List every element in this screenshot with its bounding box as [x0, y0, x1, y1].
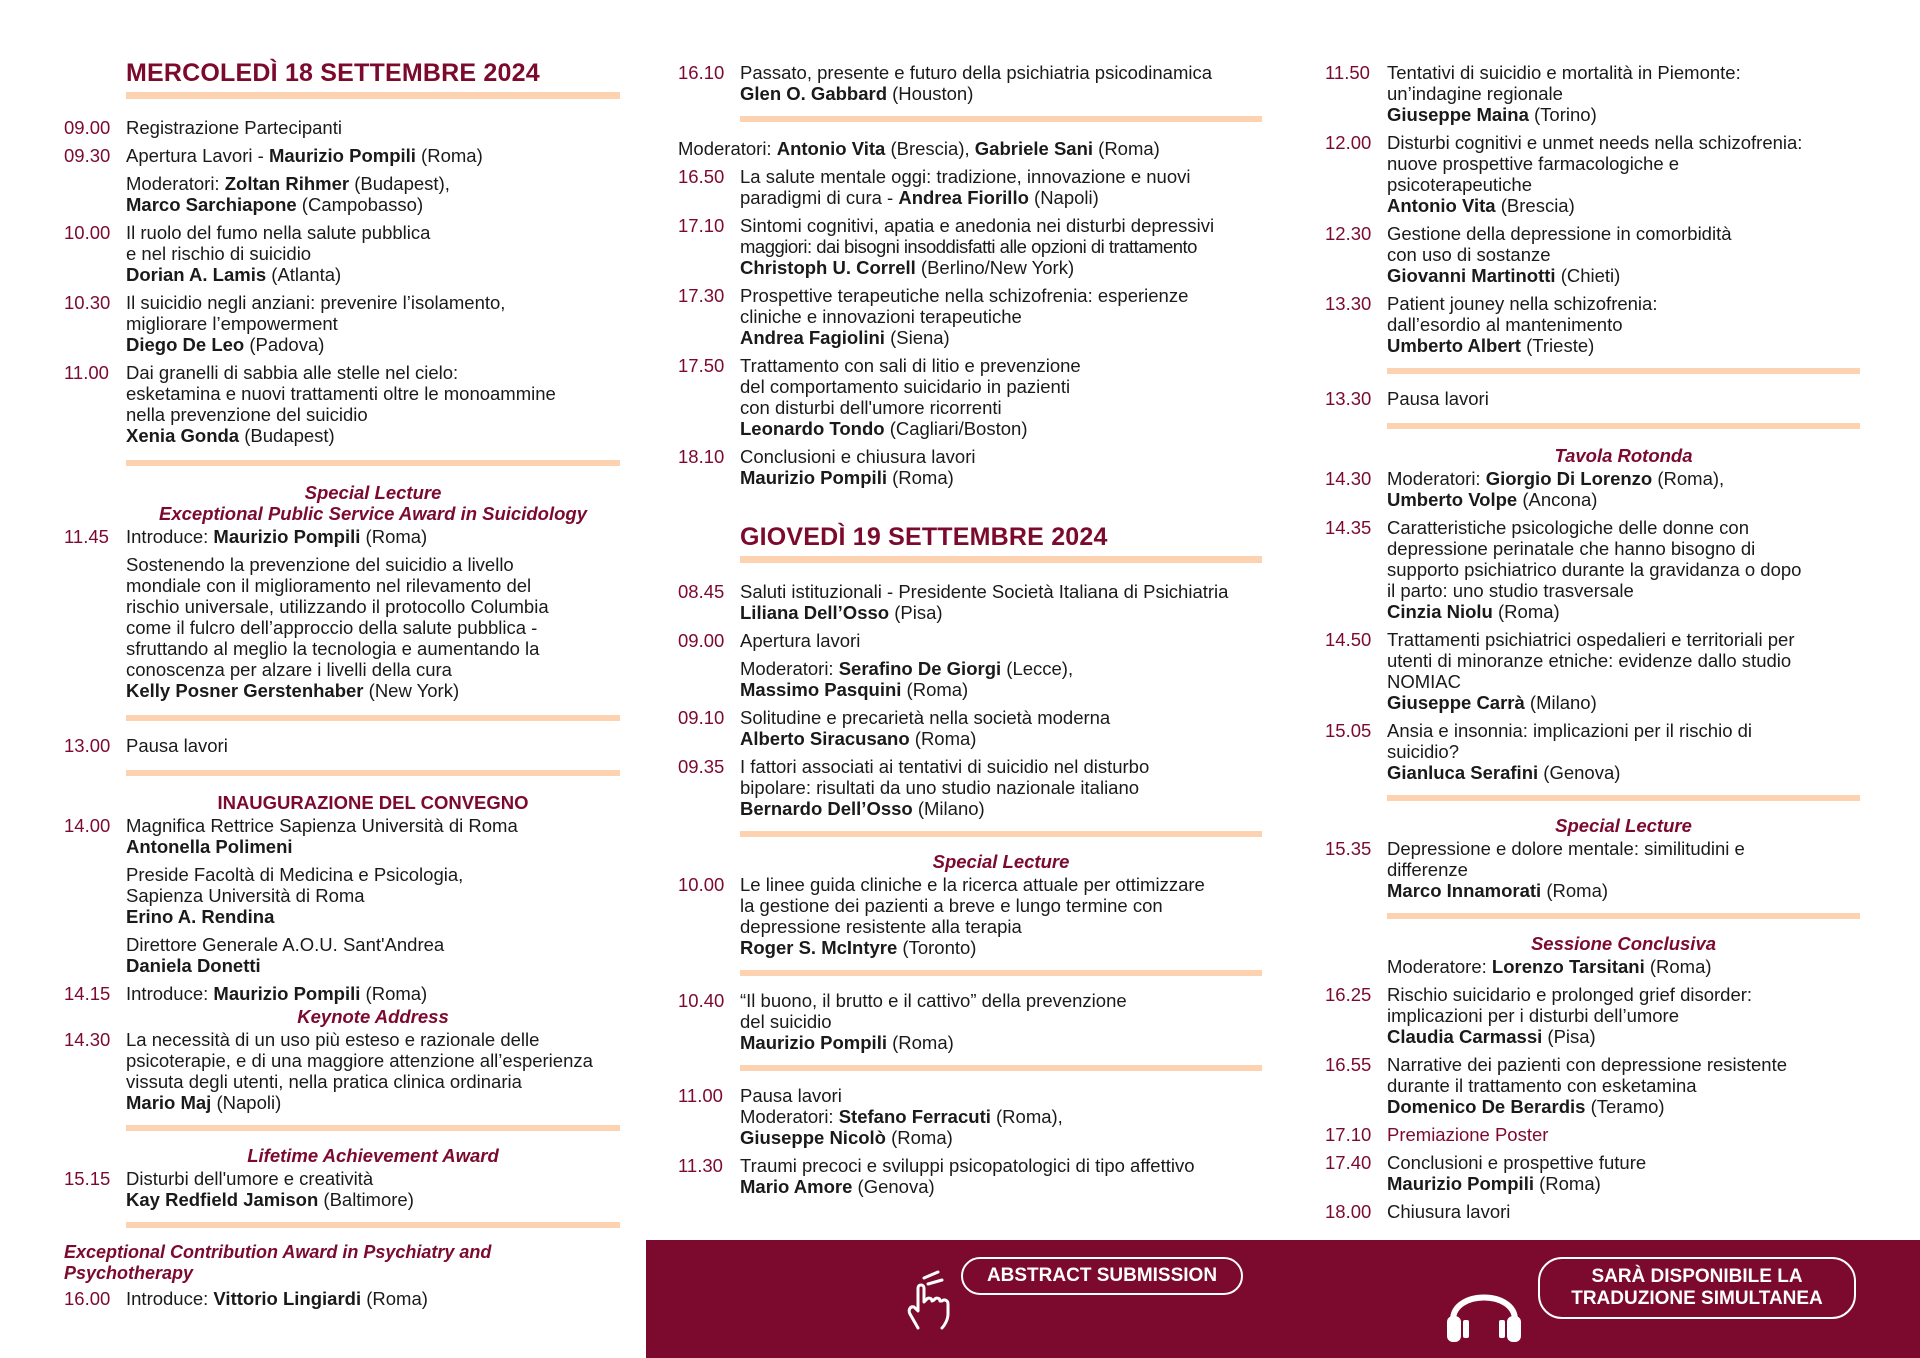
- footer-bar: [646, 1240, 1920, 1358]
- schedule-row: 10.00 Il ruolo del fumo nella salute pubblica e nel rischio di suicidio Dorian A. Lamis (Atlanta): [64, 222, 431, 285]
- schedule-row: Preside Facoltà di Medicina e Psicologia, Sapienza Università di Roma Erino A. Rendina: [126, 864, 464, 927]
- schedule-row: 09.10 Solitudine e precarietà nella società moderna Alberto Siracusano (Roma): [678, 707, 1111, 749]
- separator: [740, 116, 1262, 122]
- section-subtitle: Exceptional Public Service Award in Suicidology: [158, 503, 587, 524]
- schedule-row: 16.10 Passato, presente e futuro della psichiatria psicodinamica Glen O. Gabbard (Houston): [678, 62, 1213, 104]
- section-title: INAUGURAZIONE DEL CONVEGNO: [217, 792, 529, 813]
- separator: [1387, 795, 1860, 801]
- schedule-row: 10.40 “Il buono, il brutto e il cattivo” della prevenzione del suicidio Maurizio Pompili (Roma): [678, 990, 1127, 1053]
- headphones-icon: [1443, 1274, 1525, 1346]
- section-title: Sessione Conclusiva: [1530, 933, 1717, 954]
- separator: [740, 970, 1262, 976]
- day-title: MERCOLEDÌ 18 SETTEMBRE 2024: [126, 58, 620, 99]
- separator: [1387, 368, 1860, 374]
- separator: [740, 831, 1262, 837]
- schedule-row: 17.10 Sintomi cognitivi, apatia e anedonia nei disturbi depressivi maggiori: dai bisogni insoddisfatti alle opzioni di trattamento Christoph U. Correll (Berlino/New York): [678, 215, 1215, 278]
- schedule-row: 11.50 Tentativi di suicidio e mortalità in Piemonte: un’indagine regionale Giuseppe Maina (Torino): [1325, 62, 1741, 125]
- section-title: Special Lecture: [1555, 815, 1692, 836]
- schedule-row: 09.35 I fattori associati ai tentativi di suicidio nel disturbo bipolare: risultati da uno studio nazionale italiano Bernardo Dell’Osso (Milano): [678, 756, 1150, 819]
- section-title: Keynote Address: [297, 1006, 449, 1027]
- schedule-row: 11.00 Pausa lavori Moderatori: Stefano Ferracuti (Roma), Giuseppe Nicolò (Roma): [678, 1085, 1063, 1148]
- section-title: Tavola Rotonda: [1554, 445, 1693, 466]
- schedule-row: 11.00 Dai granelli di sabbia alle stelle nel cielo: esketamina e nuovi trattamenti oltre le monoammine nella prevenzione del suicidio Xenia Gonda (Budapest): [64, 362, 556, 446]
- column-day1-afternoon: [678, 0, 1262, 1197]
- schedule-row: 12.00 Disturbi cognitivi e unmet needs nella schizofrenia: nuove prospettive farmacologiche e psicoterapeutiche Antonio Vita (Brescia): [1325, 132, 1803, 216]
- schedule-row: 17.10 Premiazione Poster: [1325, 1124, 1549, 1145]
- schedule-row: 11.45 Introduce: Maurizio Pompili (Roma): [64, 526, 428, 547]
- moderators: Moderatori: Antonio Vita (Brescia), Gabriele Sani (Roma): [678, 138, 1160, 159]
- moderators: 14.30 Moderatori: Giorgio Di Lorenzo (Roma), Umberto Volpe (Ancona): [1325, 468, 1725, 510]
- column-day1: [64, 0, 620, 1309]
- abstract-submission-button[interactable]: ABSTRACT SUBMISSION: [961, 1257, 1243, 1295]
- schedule-row: 13.00 Pausa lavori: [64, 735, 228, 756]
- schedule-row: 16.50 La salute mentale oggi: tradizione, innovazione e nuovi paradigmi di cura - Andrea Fiorillo (Napoli): [678, 166, 1191, 208]
- schedule-row: 16.00 Introduce: Vittorio Lingiardi (Roma): [64, 1288, 428, 1309]
- schedule-row: 08.45 Saluti istituzionali - Presidente Società Italiana di Psichiatria Liliana Dell’Osso (Pisa): [678, 581, 1229, 623]
- schedule-row: 09.30 Apertura Lavori - Maurizio Pompili (Roma): [64, 145, 483, 166]
- separator: [126, 460, 620, 466]
- section-title: Lifetime Achievement Award: [247, 1145, 499, 1166]
- separator: [126, 1125, 620, 1131]
- schedule-row: 15.15 Disturbi dell'umore e creatività Kay Redfield Jamison (Baltimore): [64, 1168, 414, 1210]
- schedule-row: 10.30 Il suicidio negli anziani: prevenire l’isolamento, migliorare l’empowerment Diego De Leo (Padova): [64, 292, 506, 355]
- moderators: Moderatore: Lorenzo Tarsitani (Roma): [1387, 956, 1712, 977]
- separator: [126, 770, 620, 776]
- time: 09.30: [64, 145, 111, 166]
- column-day2-afternoon: [1325, 0, 1860, 1222]
- schedule-row: 11.30 Traumi precoci e sviluppi psicopatologici di tipo affettivo Mario Amore (Genova): [678, 1155, 1195, 1197]
- simultaneous-translation-badge: SARÀ DISPONIBILE LA TRADUZIONE SIMULTANEA: [1538, 1257, 1856, 1319]
- schedule-row: 09.00 Registrazione Partecipanti: [64, 117, 342, 138]
- separator: [1387, 913, 1860, 919]
- separator: [126, 1222, 620, 1228]
- section-title: Special Lecture: [304, 482, 442, 503]
- schedule-row: 15.05 Ansia e insonnia: implicazioni per il rischio di suicidio? Gianluca Serafini (Genova): [1325, 720, 1753, 783]
- schedule-row: 17.50 Trattamento con sali di litio e prevenzione del comportamento suicidario in pazienti con disturbi dell'umore ricorrenti Leonardo Tondo (Cagliari/Boston): [678, 355, 1081, 439]
- schedule-row: 16.25 Rischio suicidario e prolonged grief disorder: implicazioni per i disturbi dell’umore Claudia Carmassi (Pisa): [1325, 984, 1753, 1047]
- section-title: Special Lecture: [932, 851, 1070, 872]
- lecture-desc: Sostenendo la prevenzione del suicidio a livello mondiale con il miglioramento nel rilevamento del rischio universale, utilizzando il protocollo Columbia come il fulcro dell’approccio della salute pubblica - sfruttando al meglio la tecnologia e aumentando la conoscenza per alzare i livelli della cura Kelly Posner Gerstenhaber (New York): [126, 554, 549, 701]
- moderators: Moderatori: Zoltan Rihmer (Budapest), Marco Sarchiapone (Campobasso): [126, 173, 450, 215]
- moderators: Moderatori: Serafino De Giorgi (Lecce), Massimo Pasquini (Roma): [740, 658, 1074, 700]
- schedule-row: 09.00 Apertura lavori: [678, 630, 861, 651]
- schedule-row: 18.00 Chiusura lavori: [1325, 1201, 1511, 1222]
- section-title: Exceptional Contribution Award in Psychiatry and Psychotherapy: [64, 1242, 492, 1283]
- time: 09.00: [64, 117, 111, 138]
- schedule-row: 18.10 Conclusioni e chiusura lavori Maurizio Pompili (Roma): [678, 446, 976, 488]
- schedule-row: 16.55 Narrative dei pazienti con depressione resistente durante il trattamento con esketamina Domenico De Berardis (Teramo): [1325, 1054, 1788, 1117]
- schedule-row: 14.50 Trattamenti psichiatrici ospedalieri e territoriali per utenti di minoranze etniche: evidenze dallo studio NOMIAC Giuseppe Carrà (Milano): [1325, 629, 1795, 713]
- schedule-row: Direttore Generale A.O.U. Sant'Andrea Daniela Donetti: [126, 934, 445, 976]
- schedule-row: 13.30 Pausa lavori: [1325, 388, 1489, 409]
- schedule-row: 14.00 Magnifica Rettrice Sapienza Università di Roma Antonella Polimeni: [64, 815, 518, 857]
- day-title: GIOVEDÌ 19 SETTEMBRE 2024: [740, 522, 1262, 563]
- schedule-row: 14.35 Caratteristiche psicologiche delle donne con depressione perinatale che hanno bisogno di supporto psichiatrico durante la gravidanza o dopo il parto: uno studio trasversale Cinzia Niolu (Roma): [1325, 517, 1802, 622]
- hand-pointer-icon: [898, 1270, 954, 1332]
- schedule-row: 14.30 La necessità di un uso più esteso e razionale delle psicoterapie, e di una maggiore attenzione all’esperienza vissuta degli utenti, nella pratica clinica ordinaria Mario Maj (Napoli): [64, 1029, 593, 1113]
- schedule-row: 15.35 Depressione e dolore mentale: similitudini e differenze Marco Innamorati (Roma): [1325, 838, 1745, 901]
- schedule-row: 17.30 Prospettive terapeutiche nella schizofrenia: esperienze cliniche e innovazioni terapeutiche Andrea Fagiolini (Siena): [678, 285, 1189, 348]
- schedule-row: 13.30 Patient jouney nella schizofrenia: dall’esordio al mantenimento Umberto Albert (Trieste): [1325, 293, 1658, 356]
- schedule-row: 14.15 Introduce: Maurizio Pompili (Roma): [64, 983, 428, 1004]
- separator: [126, 715, 620, 721]
- schedule-row: 12.30 Gestione della depressione in comorbidità con uso di sostanze Giovanni Martinotti (Chieti): [1325, 223, 1732, 286]
- separator: [740, 1065, 1262, 1071]
- separator: [1387, 423, 1860, 429]
- schedule-row: 10.00 Le linee guida cliniche e la ricerca attuale per ottimizzare la gestione dei pazienti a breve e lungo termine con depressione resistente alla terapia Roger S. McIntyre (Toronto): [678, 874, 1205, 958]
- schedule-row: 17.40 Conclusioni e prospettive future Maurizio Pompili (Roma): [1325, 1152, 1647, 1194]
